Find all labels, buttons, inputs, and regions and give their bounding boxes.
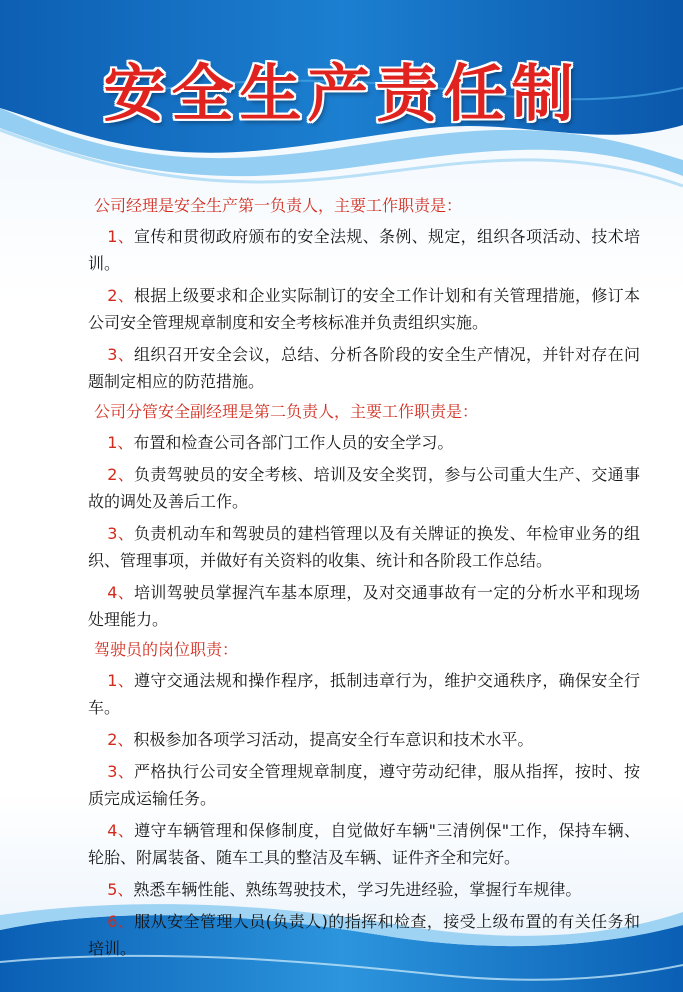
responsibilities-content bbox=[88, 194, 640, 967]
list-item bbox=[88, 461, 640, 515]
item-number: 3、 bbox=[107, 524, 135, 543]
item-number: 3、 bbox=[107, 762, 135, 781]
item-text: 熟悉车辆性能、熟练驾驶技术，学习先进经验，掌握行车规律。 bbox=[133, 880, 582, 899]
section-deputy-manager bbox=[88, 400, 640, 633]
item-text: 积极参加各项学习活动，提高安全行车意识和技术水平。 bbox=[133, 730, 534, 749]
list-item bbox=[88, 758, 640, 812]
item-number: 4、 bbox=[107, 583, 135, 602]
item-text: 宣传和贯彻政府颁布的安全法规、条例、规定，组织各项活动、技术培训。 bbox=[88, 227, 640, 273]
list-item bbox=[88, 726, 640, 753]
item-text: 布置和检查公司各部门工作人员的安全学习。 bbox=[133, 433, 454, 452]
item-number: 2、 bbox=[107, 465, 135, 484]
item-text: 负责机动车和驾驶员的建档管理以及有关牌证的换发、年检审业务的组织、管理事项，并做好有关资料的收集、统计和各阶段工作总结。 bbox=[88, 524, 640, 570]
item-text: 负责驾驶员的安全考核、培训及安全奖罚，参与公司重大生产、交通事故的调处及善后工作。 bbox=[88, 465, 640, 511]
list-item bbox=[88, 282, 640, 336]
list-item bbox=[88, 429, 640, 456]
item-text: 培训驾驶员掌握汽车基本原理，及对交通事故有一定的分析水平和现场处理能力。 bbox=[88, 583, 640, 629]
item-text: 遵守交通法规和操作程序，抵制违章行为，维护交通秩序，确保安全行车。 bbox=[88, 671, 640, 717]
section-manager bbox=[88, 194, 640, 395]
list-item bbox=[88, 667, 640, 721]
item-text: 组织召开安全会议，总结、分析各阶段的安全生产情况，并针对存在问题制定相应的防范措施。 bbox=[88, 345, 640, 391]
item-number: 6、 bbox=[107, 912, 135, 931]
section-heading: 驾驶员的岗位职责： bbox=[94, 640, 239, 659]
item-number: 5、 bbox=[107, 880, 134, 899]
section-heading: 公司经理是安全生产第一负责人，主要工作职责是： bbox=[94, 196, 463, 215]
item-text: 遵守车辆管理和保修制度，自觉做好车辆"三清例保"工作，保持车辆、轮胎、附属装备、随车工具的整洁及车辆、证件齐全和完好。 bbox=[88, 821, 640, 867]
page-title: 安全生产责任制 bbox=[103, 57, 580, 130]
list-item bbox=[88, 908, 640, 962]
list-item bbox=[88, 341, 640, 395]
list-item bbox=[88, 876, 640, 903]
list-item bbox=[88, 223, 640, 277]
list-item bbox=[88, 579, 640, 633]
item-number: 1、 bbox=[107, 227, 135, 246]
section-heading: 公司分管安全副经理是第二负责人，主要工作职责是： bbox=[94, 402, 479, 421]
item-number: 1、 bbox=[107, 433, 134, 452]
item-number: 1、 bbox=[107, 671, 135, 690]
item-number: 4、 bbox=[107, 821, 135, 840]
list-item bbox=[88, 520, 640, 574]
item-text: 根据上级要求和企业实际制订的安全工作计划和有关管理措施，修订本公司安全管理规章制度和安全考核标准并负责组织实施。 bbox=[88, 286, 640, 332]
section-driver bbox=[88, 638, 640, 962]
item-number: 3、 bbox=[107, 345, 135, 364]
item-text: 严格执行公司安全管理规章制度，遵守劳动纪律，服从指挥，按时、按质完成运输任务。 bbox=[88, 762, 640, 808]
item-number: 2、 bbox=[107, 286, 135, 305]
item-text: 服从安全管理人员(负责人)的指挥和检查，接受上级布置的有关任务和培训。 bbox=[88, 912, 640, 958]
item-number: 2、 bbox=[107, 730, 134, 749]
list-item bbox=[88, 817, 640, 871]
